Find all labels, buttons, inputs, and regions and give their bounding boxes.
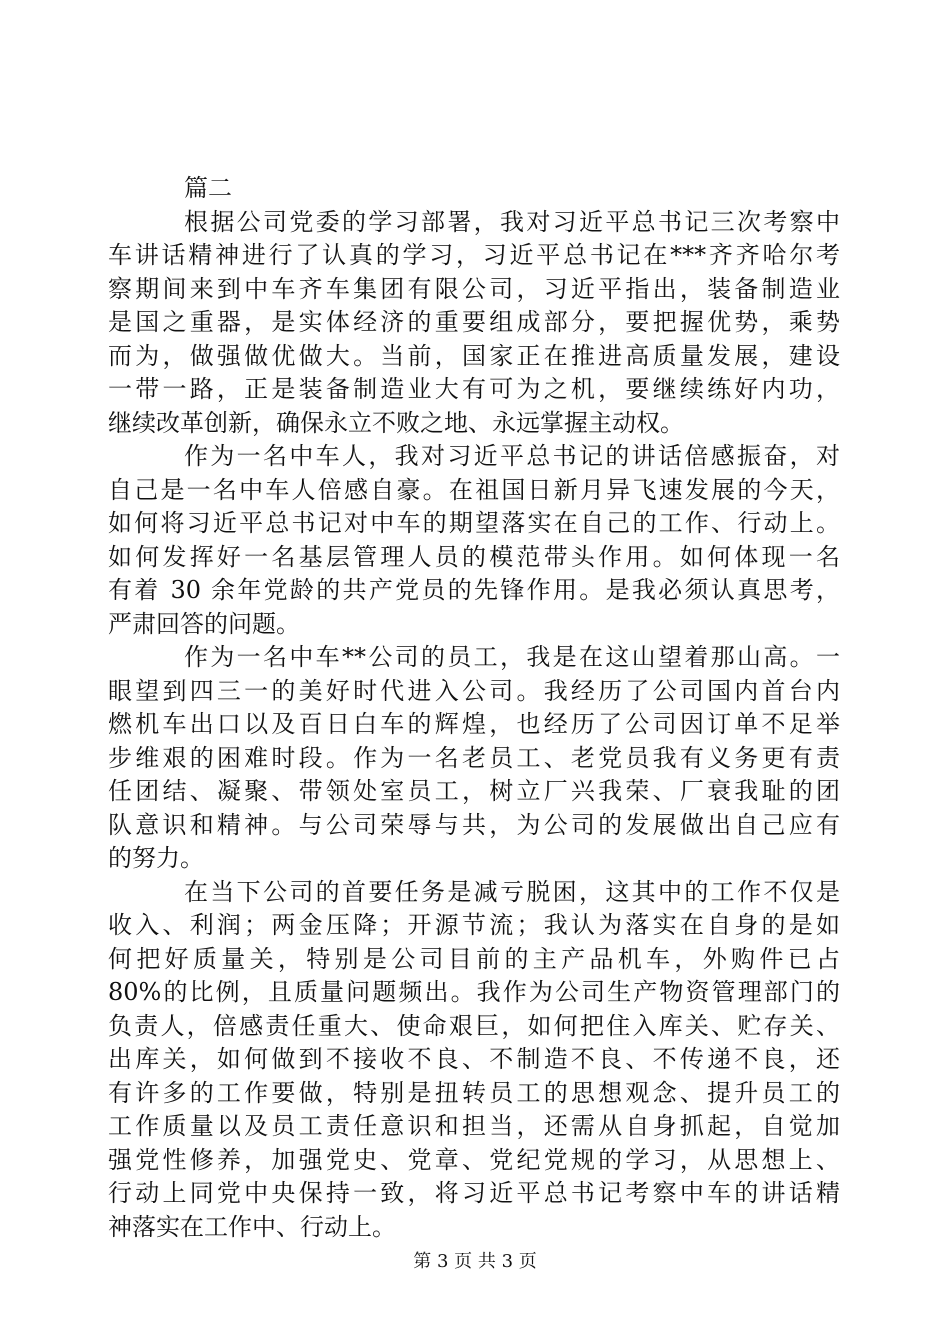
paragraph-line: 车讲话精神进行了认真的学习，习近平总书记在***齐齐哈尔考 [108,241,840,269]
paragraph [108,440,840,641]
paragraph-line: 如何将习近平总书记对中车的期望落实在自己的工作、行动上。 [108,509,840,537]
paragraph-line: 作为一名中车**公司的员工，我是在这山望着那山高。一 [184,643,840,671]
paragraph [108,641,840,876]
paragraph-line: 神落实在工作中、行动上。 [108,1212,396,1241]
paragraph-line: 何把好质量关，特别是公司目前的主产品机车，外购件已占 [108,944,840,973]
paragraph-line: 强党性修养，加强党史、党章、党纪党规的学习，从思想上、 [108,1145,840,1174]
paragraph-line: 步维艰的困难时段。作为一名老员工、老党员我有义务更有责 [108,743,840,772]
paragraph-line: 有许多的工作要做，特别是扭转员工的思想观念、提升员工的 [108,1078,840,1107]
paragraph-line: 根据公司党委的学习部署，我对习近平总书记三次考察中 [184,207,840,236]
paragraph-line: 队意识和精神。与公司荣辱与共，为公司的发展做出自己应有 [108,810,840,839]
paragraph-line: 行动上同党中央保持一致，将习近平总书记考察中车的讲话精 [108,1179,840,1207]
paragraph-line: 出库关，如何做到不接收不良、不制造不良、不传递不良，还 [108,1045,840,1073]
paragraph-line: 是国之重器，是实体经济的重要组成部分，要把握优势，乘势 [108,308,840,336]
paragraph-line: 工作质量以及员工责任意识和担当，还需从自身抓起，自觉加 [108,1112,840,1140]
paragraph-line: 作为一名中车人，我对习近平总书记的讲话倍感振奋，对 [184,442,840,470]
paragraph-line: 继续改革创新，确保永立不败之地、永远掌握主动权。 [108,408,684,437]
paragraph-line: 有着 30 余年党龄的共产党员的先锋作用。是我必须认真思考， [108,576,840,604]
page-footer: 第 3 页 共 3 页 [413,1251,537,1272]
paragraph-line: 80%的比例，且质量问题频出。我作为公司生产物资管理部门的 [108,978,840,1006]
paragraph-line: 的努力。 [108,844,204,872]
paragraph-line: 收入、利润；两金压降；开源节流；我认为落实在自身的是如 [108,911,840,939]
paragraph [108,206,840,441]
paragraph-line: 而为，做强做优做大。当前，国家正在推进高质量发展，建设 [108,341,840,370]
paragraph-line: 如何发挥好一名基层管理人员的模范带头作用。如何体现一名 [108,542,840,571]
paragraph-line: 燃机车出口以及百日白车的辉煌，也经历了公司因订单不足举 [108,710,840,738]
document-body [108,172,840,1244]
paragraph-line: 严肃回答的问题。 [108,609,300,638]
paragraph-line: 一带一路，正是装备制造业大有可为之机，要继续练好内功， [108,375,840,403]
paragraph-line: 察期间来到中车齐车集团有限公司，习近平指出，装备制造业 [108,274,840,303]
section-heading: 篇二 [184,174,232,202]
paragraph-line: 负责人，倍感责任重大、使命艰巨，如何把住入库关、贮存关、 [108,1011,840,1040]
paragraph-line: 自己是一名中车人倍感自豪。在祖国日新月异飞速发展的今天， [108,475,840,504]
paragraph-line: 眼望到四三一的美好时代进入公司。我经历了公司国内首台内 [108,676,840,705]
paragraph-list [108,206,840,1245]
paragraph-line: 在当下公司的首要任务是减亏脱困，这其中的工作不仅是 [184,877,840,906]
paragraph-line: 任团结、凝聚、带领处室员工，树立厂兴我荣、厂衰我耻的团 [108,777,840,805]
paragraph [108,876,840,1245]
